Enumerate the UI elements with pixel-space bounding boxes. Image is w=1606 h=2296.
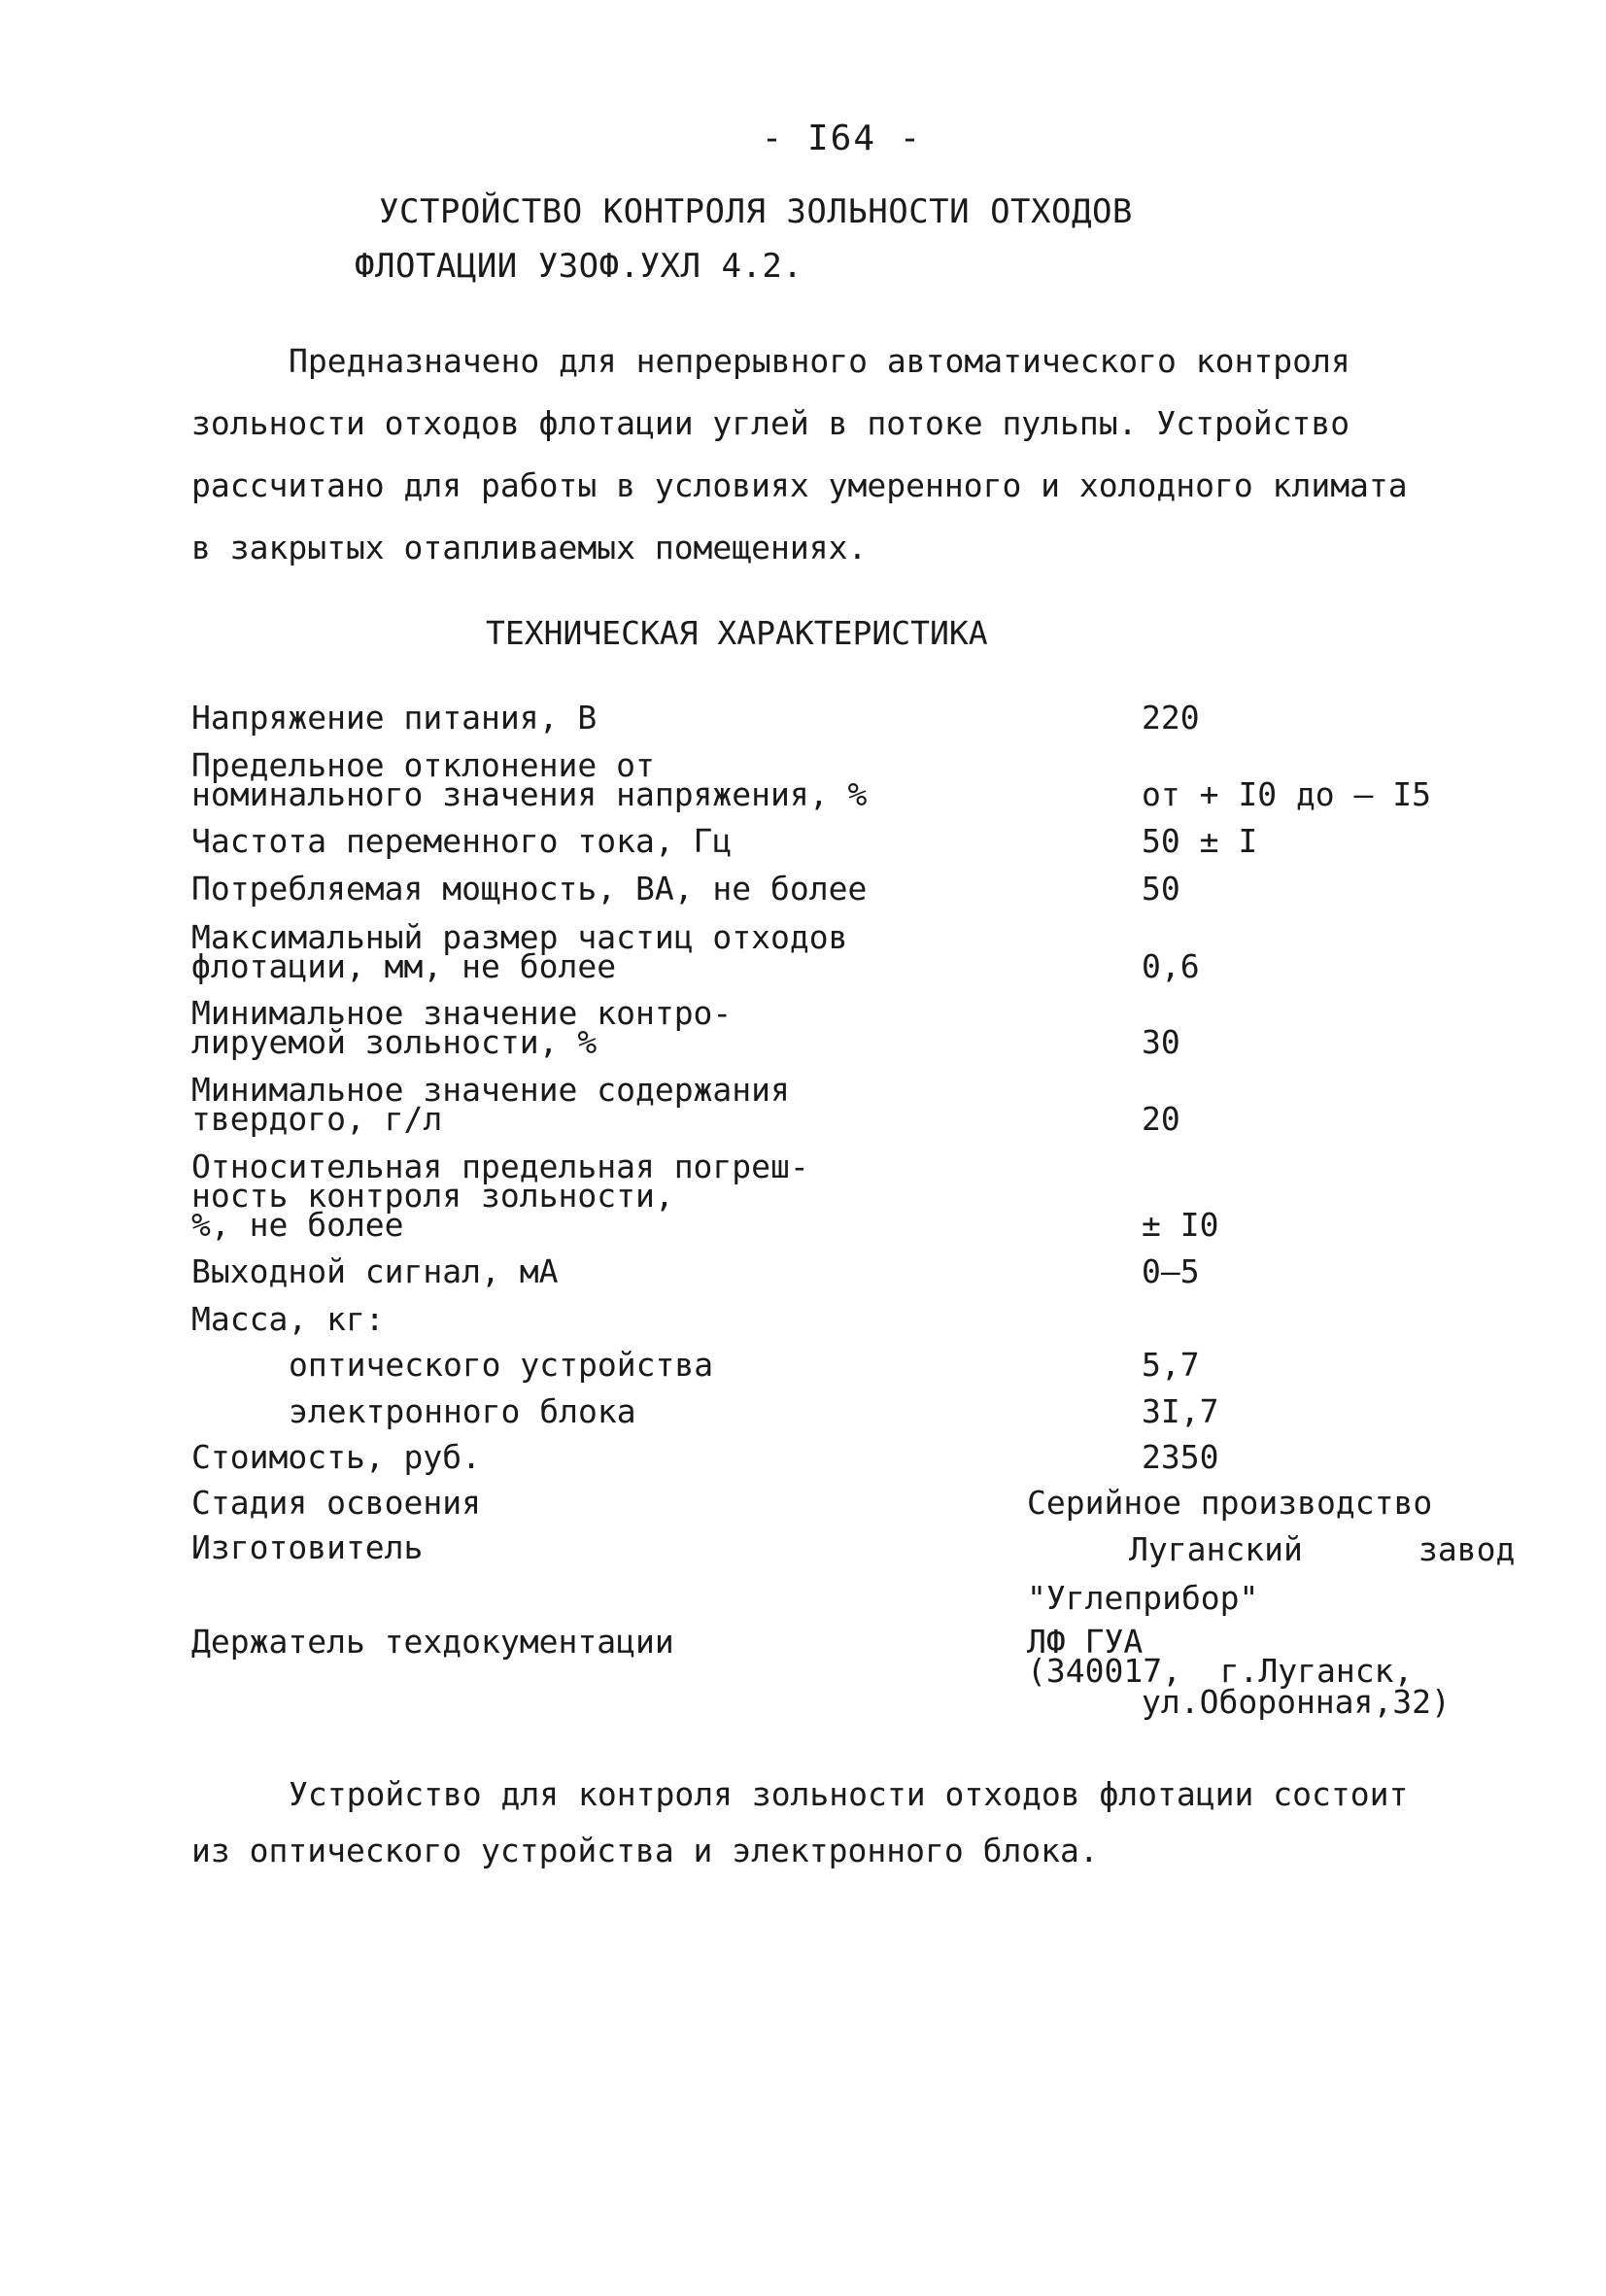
spec-label: ность контроля зольности,: [191, 1177, 674, 1215]
spec-label: Стадия освоения: [191, 1484, 482, 1522]
spec-label: твердого, г/л: [191, 1100, 443, 1138]
intro-line: зольности отходов флотации углей в потоке пульпы. Устройство: [191, 404, 1350, 442]
spec-value: 3I,7: [1142, 1392, 1219, 1430]
intro-line: в закрытых отапливаемых помещениях.: [191, 529, 868, 566]
spec-label: Минимальное значение контро-: [191, 994, 733, 1032]
page-number: - I64 -: [761, 119, 923, 158]
spec-label: %, не более: [191, 1206, 404, 1244]
spec-label: Выходной сигнал, мА: [191, 1252, 559, 1290]
spec-label: Масса, кг:: [191, 1300, 385, 1338]
spec-label: Изготовитель: [191, 1528, 424, 1566]
closing-paragraph: [191, 1766, 1408, 1879]
spec-value: Луганский завод: [1129, 1530, 1516, 1568]
spec-value: 0,6: [1142, 947, 1200, 985]
spec-label: Частота переменного тока, Гц: [191, 822, 733, 860]
spec-value: ул.Оборонная,32): [1142, 1683, 1451, 1721]
spec-value: Серийное производство: [1027, 1484, 1433, 1522]
spec-label: Минимальное значение содержания: [191, 1071, 790, 1109]
spec-value: 5,7: [1142, 1346, 1200, 1384]
spec-label: Максимальный размер частиц отходов: [191, 918, 848, 956]
spec-value: (340017, г.Луганск,: [1027, 1652, 1414, 1690]
spec-value: 50: [1142, 870, 1180, 908]
title-line-2: ФЛОТАЦИИ УЗОФ.УХЛ 4.2.: [355, 247, 803, 286]
spec-label: Стоимость, руб.: [191, 1438, 482, 1476]
intro-paragraph: [191, 330, 1454, 579]
spec-label: номинального значения напряжения, %: [191, 775, 868, 813]
spec-value: 50 ± I: [1142, 822, 1258, 860]
spec-label: флотации, мм, не более: [191, 947, 617, 985]
spec-value: 30: [1142, 1023, 1180, 1061]
spec-value: "Углеприбор": [1027, 1579, 1259, 1617]
section-heading: ТЕХНИЧЕСКАЯ ХАРАКТЕРИСТИКА: [486, 614, 988, 652]
spec-value: от + I0 до – I5: [1142, 775, 1432, 813]
spec-value: ЛФ ГУА: [1027, 1623, 1144, 1661]
closing-line: Устройство для контроля зольности отходов флотации состоит: [289, 1775, 1409, 1813]
spec-label: Напряжение питания, В: [191, 699, 598, 737]
spec-label: оптического устройства: [289, 1346, 714, 1384]
spec-value: 20: [1142, 1100, 1180, 1138]
spec-label: Относительная предельная погреш-: [191, 1148, 809, 1185]
spec-label: электронного блока: [289, 1392, 636, 1430]
spec-label: Предельное отклонение от: [191, 746, 655, 784]
spec-value: 0–5: [1142, 1252, 1200, 1290]
spec-label: лируемой зольности, %: [191, 1023, 598, 1061]
closing-line: из оптического устройства и электронного блока.: [191, 1832, 1099, 1869]
title-line-1: УСТРОЙСТВО КОНТРОЛЯ ЗОЛЬНОСТИ ОТХОДОВ: [379, 192, 1133, 231]
intro-line: Предназначено для непрерывного автоматического контроля: [289, 342, 1350, 380]
spec-value: 220: [1142, 699, 1200, 737]
document-title: [355, 185, 1133, 293]
intro-line: рассчитано для работы в условиях умеренного и холодного климата: [191, 466, 1408, 504]
spec-label: Потребляемая мощность, ВА, не более: [191, 870, 868, 908]
spec-value: 2350: [1142, 1438, 1219, 1476]
spec-value: ± I0: [1142, 1206, 1219, 1244]
spec-label: Держатель техдокументации: [191, 1623, 674, 1661]
